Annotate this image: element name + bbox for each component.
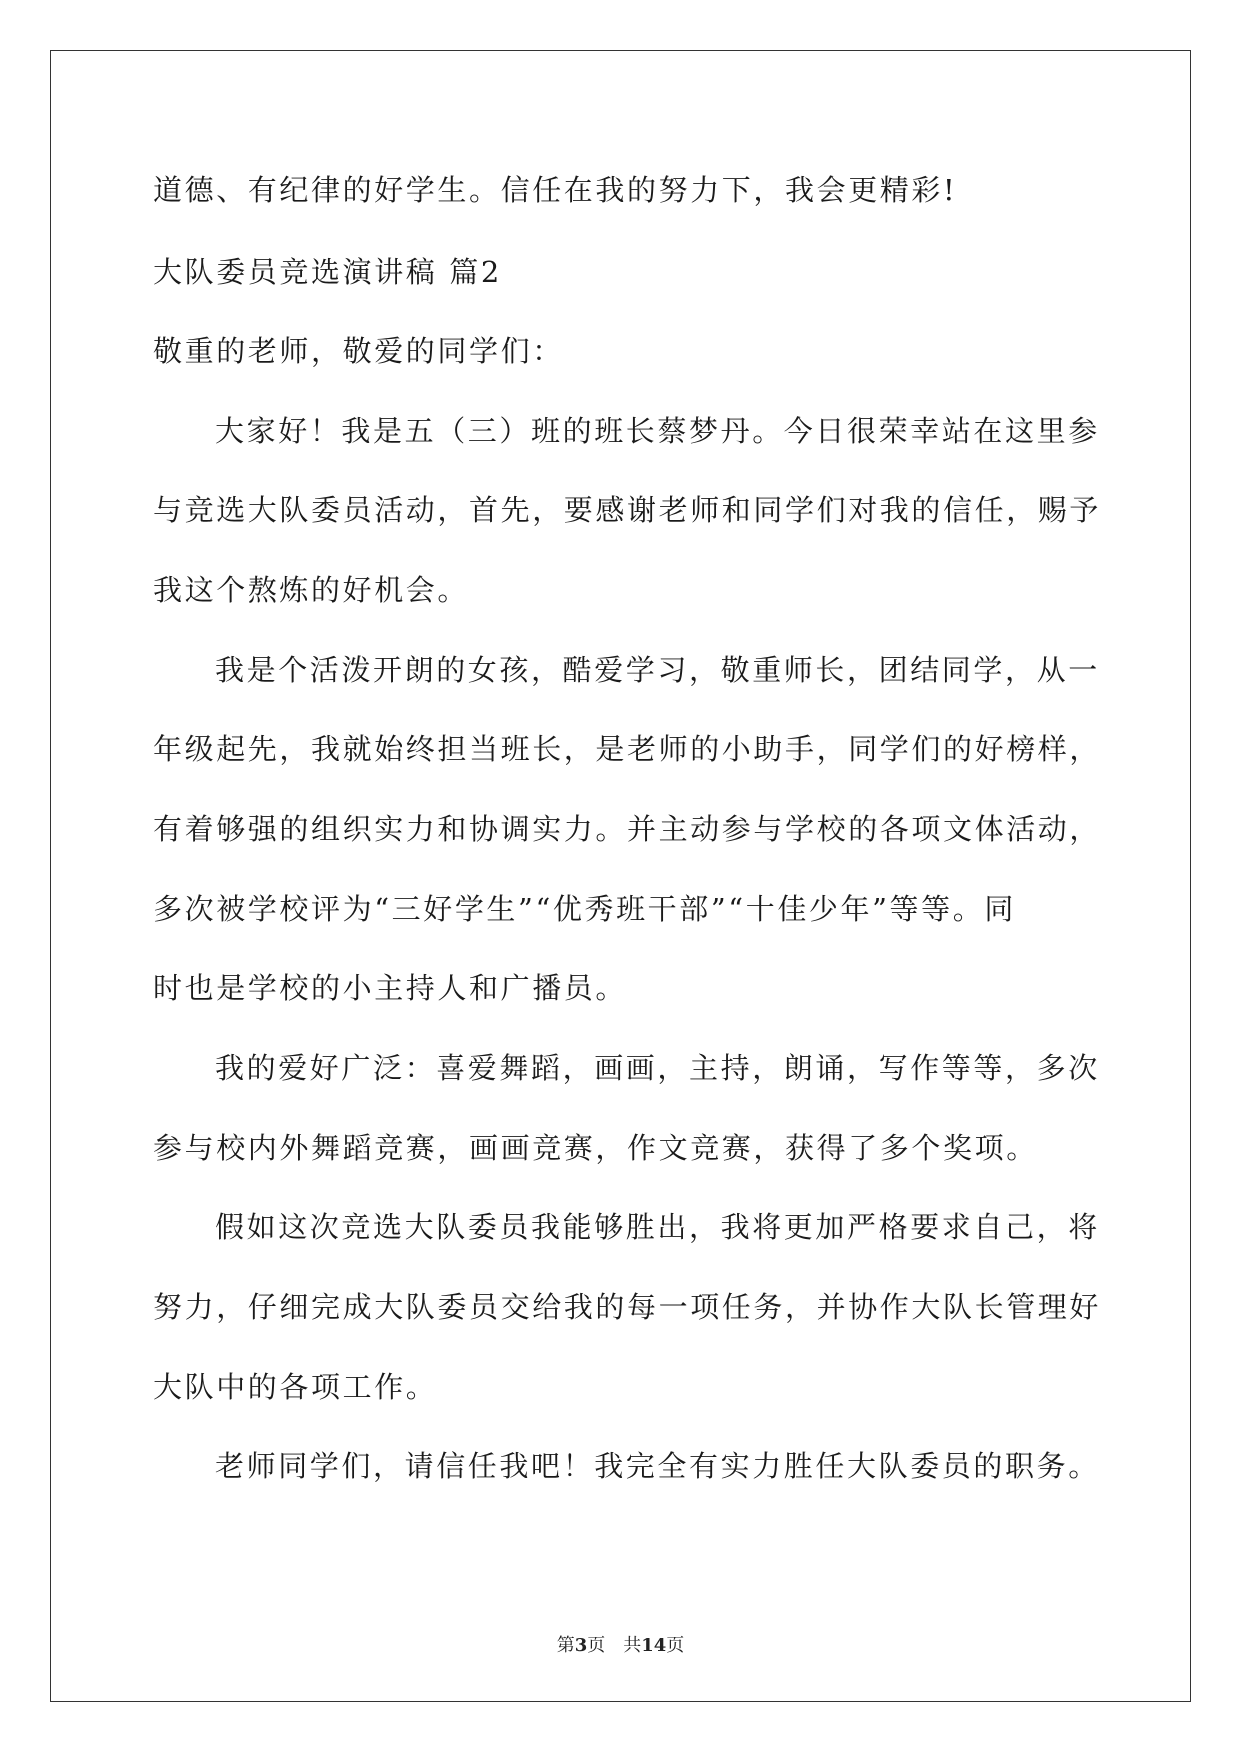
paragraph-line: 参与校内外舞蹈竞赛，画画竞赛，作文竞赛，获得了多个奖项。 (153, 1131, 1038, 1165)
salutation: 敬重的老师，敬爱的同学们： (153, 334, 564, 368)
page-footer (0, 1635, 1241, 1657)
paragraph-line: 大队中的各项工作。 (153, 1370, 438, 1404)
total-suffix: 页 (666, 1635, 685, 1656)
page-suffix: 页 (587, 1635, 606, 1656)
paragraph-line: 努力，仔细完成大队委员交给我的每一项任务，并协作大队长管理好 (153, 1290, 1102, 1324)
section-heading: 大队委员竞选演讲稿 篇2 (153, 255, 502, 289)
paragraph-line: 我的爱好广泛：喜爱舞蹈，画画，主持，朗诵，写作等等，多次 (215, 1051, 1100, 1085)
paragraph-line: 大家好！我是五（三）班的班长蔡梦丹。今日很荣幸站在这里参 (215, 414, 1100, 448)
paragraph-line: 假如这次竞选大队委员我能够胜出，我将更加严格要求自己，将 (215, 1210, 1100, 1244)
paragraph-line: 我是个活泼开朗的女孩，酷爱学习，敬重师长，团结同学，从一 (215, 653, 1100, 687)
paragraph-line: 与竞选大队委员活动，首先，要感谢老师和同学们对我的信任，赐予 (153, 493, 1102, 527)
paragraph-line: 多次被学校评为“三好学生”“优秀班干部”“十佳少年”等等。同 (153, 892, 1016, 926)
total-prefix: 共 (623, 1635, 642, 1656)
page-prefix: 第 (556, 1635, 575, 1656)
paragraph-line: 老师同学们，请信任我吧！我完全有实力胜任大队委员的职务。 (215, 1449, 1100, 1483)
paragraph-line: 时也是学校的小主持人和广播员。 (153, 971, 628, 1005)
paragraph-line: 有着够强的组织实力和协调实力。并主动参与学校的各项文体活动， (153, 812, 1102, 846)
total-pages: 14 (641, 1635, 667, 1656)
paragraph-line: 年级起先，我就始终担当班长，是老师的小助手，同学们的好榜样， (153, 732, 1102, 766)
text-line: 道德、有纪律的好学生。信任在我的努力下，我会更精彩! (153, 173, 958, 207)
page-number: 3 (574, 1635, 588, 1656)
paragraph-line: 我这个熬炼的好机会。 (153, 573, 470, 607)
